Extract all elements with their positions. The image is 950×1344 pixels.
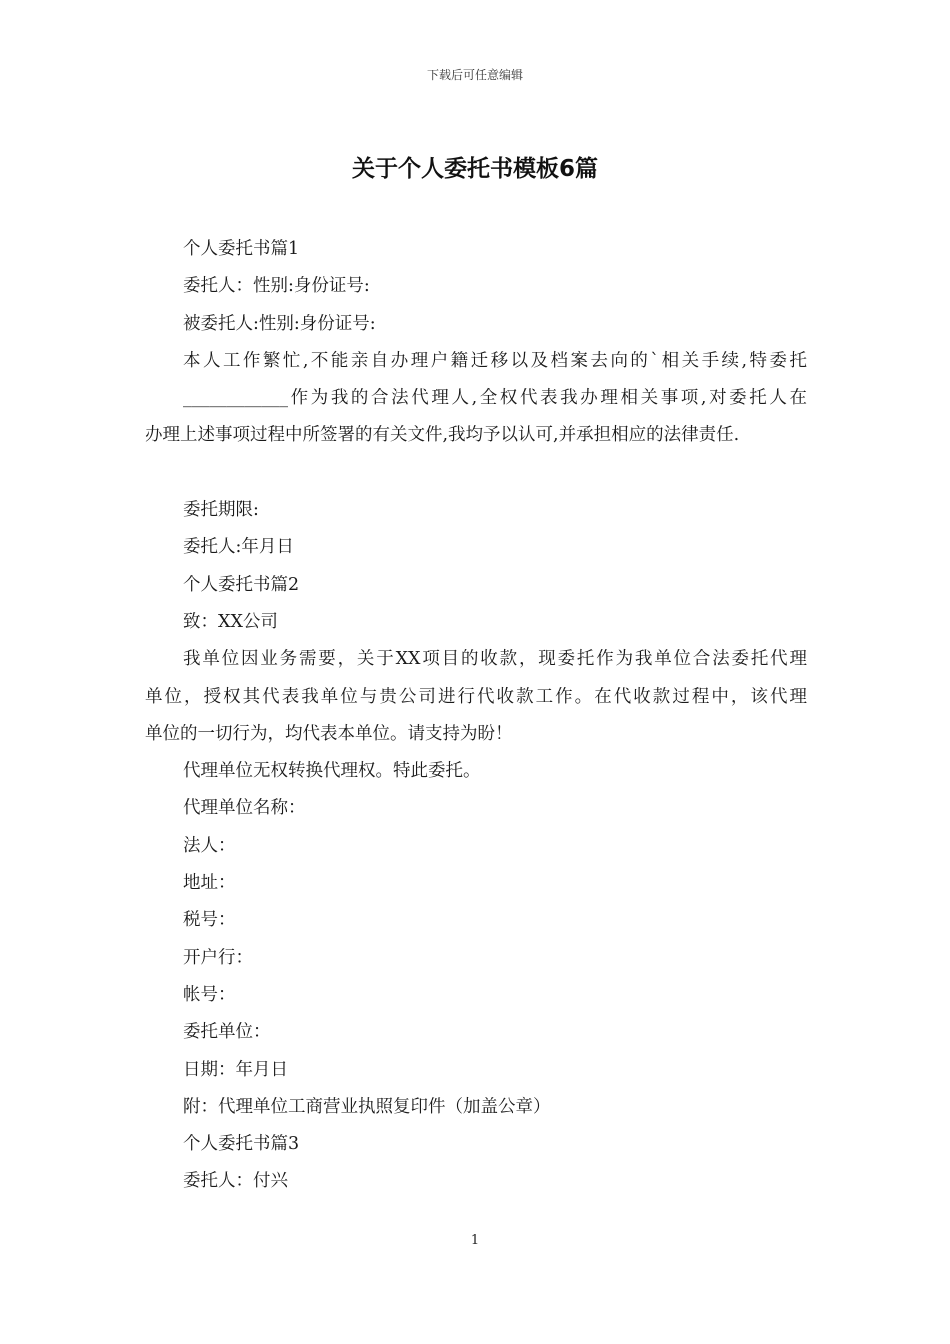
section-heading-1: 个人委托书篇1 xyxy=(183,239,300,259)
document-title: 关于个人委托书模板6篇 xyxy=(351,156,598,182)
paragraph-line: 本人工作繁忙,不能亲自办理户籍迁移以及档案去向的`相关手续,特委托 xyxy=(183,350,807,371)
field-line: 开户行： xyxy=(183,947,253,968)
field-line: 地址： xyxy=(183,873,236,894)
blank-line xyxy=(145,455,807,492)
paragraph-line: 单位，授权其代表我单位与贵公司进行代收款工作。在代收款过程中，该代理 xyxy=(145,686,807,707)
section-heading-3: 个人委托书篇3 xyxy=(183,1134,300,1155)
field-line: 法人： xyxy=(183,835,236,856)
paragraph-line: 代理单位无权转换代理权。特此委托。 xyxy=(183,761,481,782)
page-header-note: 下载后可任意编辑 xyxy=(426,68,523,82)
signature-date-line: 委托人:年月日 xyxy=(183,537,294,558)
paragraph-line: ____________作为我的合法代理人,全权代表我办理相关事项,对委托人在 xyxy=(183,388,807,409)
field-line: 委托单位： xyxy=(183,1022,271,1043)
paragraph-line: 单位的一切行为，均代表本单位。请支持为盼！ xyxy=(145,723,513,744)
paragraph-line: 我单位因业务需要，关于XX项目的收款，现委托作为我单位合法委托代理 xyxy=(183,649,807,670)
document-body xyxy=(145,231,807,1201)
field-line: 代理单位名称： xyxy=(183,798,306,819)
date-line: 日期：年月日 xyxy=(183,1059,288,1080)
paragraph-line: 办理上述事项过程中所签署的有关文件,我均予以认可,并承担相应的法律责任. xyxy=(145,425,740,446)
page-number: 1 xyxy=(470,1233,480,1248)
addressee-line: 致：XX公司 xyxy=(183,611,278,632)
field-line: 帐号： xyxy=(183,984,236,1005)
term-line: 委托期限: xyxy=(183,500,259,521)
attachment-line: 附：代理单位工商营业执照复印件（加盖公章） xyxy=(183,1096,551,1117)
principal-line: 委托人：付兴 xyxy=(183,1171,288,1192)
agent-line: 被委托人:性别:身份证号: xyxy=(183,313,376,334)
section-heading-2: 个人委托书篇2 xyxy=(183,574,300,595)
field-line: 税号： xyxy=(183,910,236,931)
principal-line: 委托人：性别:身份证号: xyxy=(183,276,370,297)
